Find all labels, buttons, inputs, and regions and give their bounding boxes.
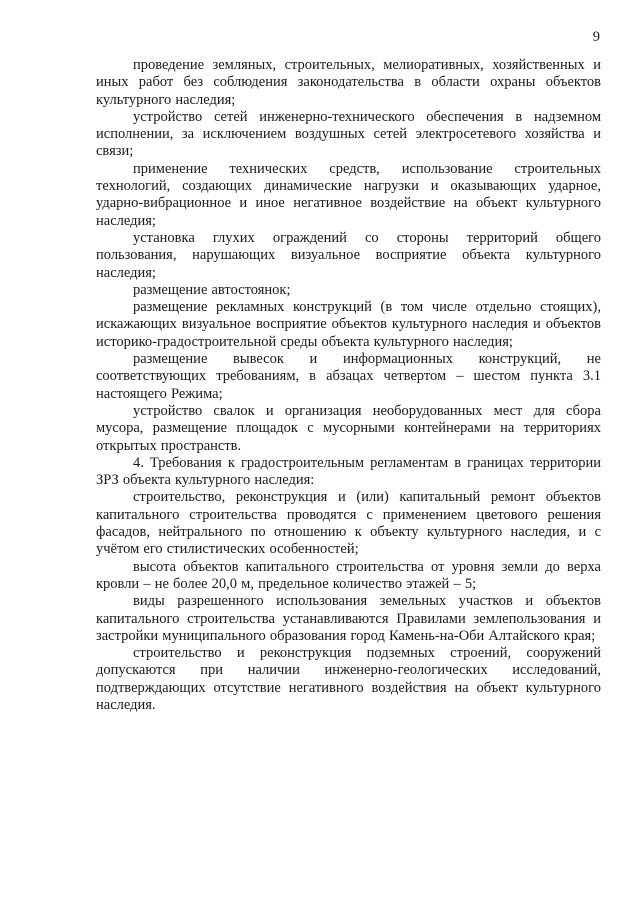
paragraph-earthworks: проведение земляных, строительных, мелиоративных, хозяйственных и иных работ без соблюдения законодательства в области охраны объектов культурного наследия; bbox=[96, 57, 601, 108]
paragraph-permitted-use: виды разрешенного использования земельных участков и объектов капитального строительства устанавливаются Правилами землепользования и застройки муниципального образования город Камень-на-Оби Алтайского края; bbox=[96, 593, 601, 644]
paragraph-solid-fences: установка глухих ограждений со стороны территорий общего пользования, нарушающих визуальное восприятие объекта культурного наследия; bbox=[96, 229, 601, 281]
paragraph-signboards: размещение вывесок и информационных конструкций, не соответствующих требованиям, в абзацах четвертом – шестом пункта 3.1 настоящего Режима; bbox=[96, 351, 601, 402]
paragraph-underground: строительство и реконструкция подземных строений, сооружений допускаются при наличии инженерно-геологических исследований, подтверждающих отсутствие негативного воздействия на объект культурного наследия. bbox=[96, 645, 601, 713]
paragraph-parking: размещение автостоянок; bbox=[133, 281, 291, 298]
page-number: 9 bbox=[592, 29, 600, 45]
paragraph-dumps: устройство свалок и организация необорудованных мест для сбора мусора, размещение площадок с мусорными контейнерами на территориях открытых пространств. bbox=[96, 402, 601, 454]
paragraph-engineering-networks: устройство сетей инженерно-технического обеспечения в надземном исполнении, за исключением воздушных сетей электросетевого хозяйства и связи; bbox=[96, 108, 601, 160]
section-heading-4: 4. Требования к градостроительным регламентам в границах территории ЗРЗ объекта культурного наследия: bbox=[96, 454, 601, 489]
document-body bbox=[96, 57, 601, 714]
paragraph-height-limit: высота объектов капитального строительства от уровня земли до верха кровли – не более 20,0 м, предельное количество этажей – 5; bbox=[96, 558, 601, 592]
paragraph-technical-means: применение технических средств, использование строительных технологий, создающих динамические нагрузки и оказывающих ударное, ударно-вибрационное и иное негативное воздействие на объект культурного наследия; bbox=[96, 160, 601, 229]
paragraph-facade-color: строительство, реконструкция и (или) капитальный ремонт объектов капитального строительства проводятся с применением цветового решения фасадов, нейтрального по отношению к объекту культурного наследия, и с учётом его стилистических особенностей; bbox=[96, 489, 601, 558]
paragraph-advertising: размещение рекламных конструкций (в том числе отдельно стоящих), искажающих визуальное восприятие объектов культурного наследия и объектов историко-градостроительной среды объекта культурного наследия; bbox=[96, 299, 601, 350]
